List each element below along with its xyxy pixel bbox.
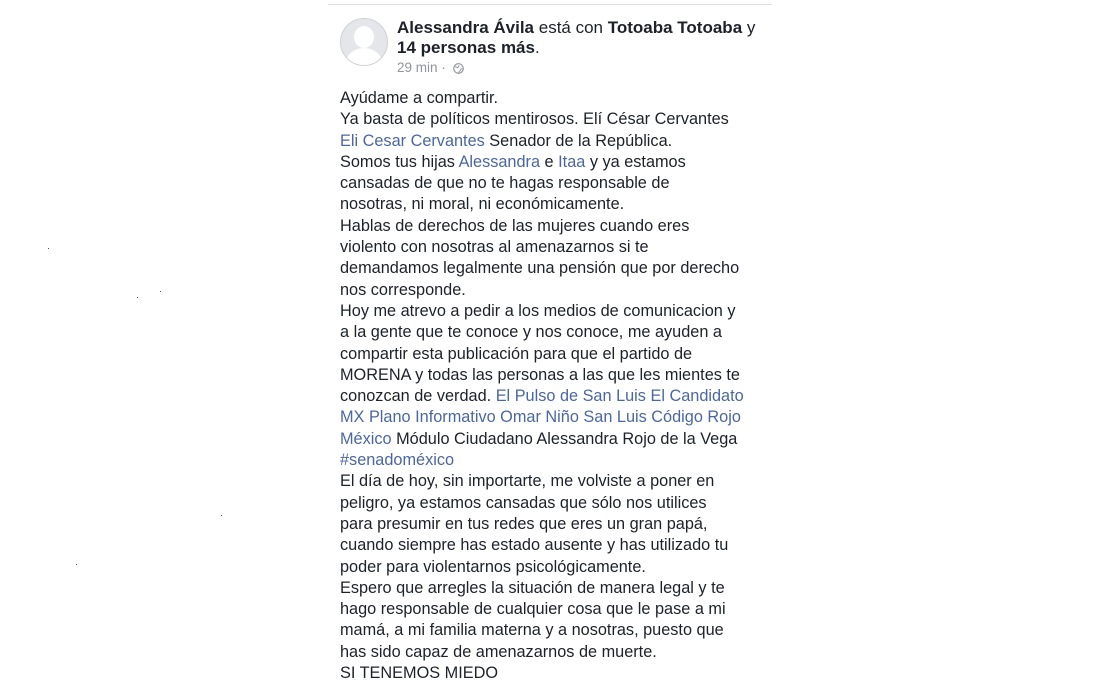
post-timestamp[interactable]: 29 min [397, 60, 438, 75]
tagged-person-link[interactable]: Totoaba Totoaba [607, 18, 743, 37]
mention-link[interactable]: El Pulso de San Luis El Candidato [495, 387, 744, 406]
post-text-line [340, 152, 770, 173]
post-text: has sido capaz de amenazarnos de muerte. [340, 642, 657, 661]
post-text: Somos tus hijas [340, 152, 459, 171]
scan-speck [160, 291, 161, 292]
with-text: está con [534, 18, 608, 37]
post-text: cansadas de que no te hagas responsable de [340, 174, 670, 193]
post-header [397, 18, 767, 58]
post-text: Hoy me atrevo a pedir a los medios de comunicacion y [340, 301, 736, 320]
scan-speck [48, 248, 49, 249]
post-text: cuando siempre has estado ausente y has utilizado tu [340, 536, 729, 555]
post-text-line [340, 514, 770, 535]
post-text-line [340, 88, 770, 109]
post-text: demandamos legalmente una pensión que por derecho [340, 259, 740, 278]
post-text-line [340, 365, 770, 386]
post-text: Ayúdame a compartir. [340, 89, 499, 107]
post-text-line [340, 322, 770, 343]
post-text: para presumir en tus redes que eres un gran papá, [340, 514, 708, 533]
post-text-line [340, 599, 770, 620]
post-text-line [340, 620, 770, 641]
facebook-post [328, 0, 772, 700]
mention-link[interactable]: Alessandra [458, 152, 541, 171]
others-link[interactable]: 14 personas más [397, 38, 535, 57]
post-text-line [340, 557, 770, 578]
post-text: Hablas de derechos de las mujeres cuando eres [340, 216, 690, 235]
mention-link[interactable]: MX Plano Informativo Omar Niño San Luis Código Rojo [340, 408, 741, 427]
default-avatar-icon [354, 26, 374, 48]
meta-separator: · [437, 60, 450, 75]
scan-speck [137, 297, 138, 298]
mention-link[interactable]: Eli Cesar Cervantes [340, 131, 485, 150]
scan-speck [76, 564, 77, 565]
post-text: violento con nosotras al amenazarnos si te [340, 238, 649, 257]
post-text: mamá, a mi familia materna y a nosotras, puesto que [340, 621, 724, 640]
post-divider [328, 4, 772, 5]
post-text-line [340, 216, 770, 237]
post-text: Ya basta de políticos mentirosos. Elí César Cervantes [340, 110, 729, 129]
post-text: El día de hoy, sin importarte, me volviste a poner en [340, 472, 715, 491]
post-text-line [340, 535, 770, 556]
post-text-line [340, 258, 770, 279]
post-text: poder para violentarnos psicológicamente. [340, 557, 646, 576]
post-text: nosotras, ni moral, ni económicamente. [340, 195, 625, 214]
post-text: Senador de la República. [484, 131, 673, 150]
post-text-line [340, 344, 770, 365]
post-text-line [340, 386, 770, 407]
post-text: Espero que arregles la situación de manera legal y te [340, 578, 725, 597]
mention-link[interactable]: #senadoméxico [340, 451, 455, 470]
post-text: nos corresponde. [340, 280, 466, 299]
author-avatar[interactable] [340, 18, 388, 66]
post-text-line [340, 301, 770, 322]
and-text: y [742, 18, 756, 37]
post-text-line [340, 578, 770, 599]
post-text: peligro, ya estamos cansadas que sólo nos utilices [340, 493, 707, 512]
post-text: e [540, 152, 559, 171]
mention-link[interactable]: Itaa [558, 152, 586, 171]
post-text-line [340, 471, 770, 492]
post-text-line [340, 663, 770, 684]
post-text-line [340, 493, 770, 514]
post-text-line [340, 109, 770, 130]
post-meta [397, 60, 464, 76]
post-text-line [340, 237, 770, 258]
post-text: compartir esta publicación para que el partido de [340, 344, 693, 363]
post-text-line [340, 280, 770, 301]
post-text-line [340, 429, 770, 450]
period-text: . [534, 38, 540, 57]
post-text: a la gente que te conoce y nos conoce, me ayuden a [340, 323, 722, 342]
globe-icon[interactable] [453, 63, 464, 74]
post-text-line [340, 131, 770, 152]
post-text-line [340, 642, 770, 663]
post-text: y ya estamos [585, 152, 686, 171]
mention-link[interactable]: México [340, 429, 392, 448]
scan-speck [221, 515, 222, 516]
post-text: SI TENEMOS MIEDO [340, 664, 499, 683]
post-body-text [340, 88, 770, 684]
post-text-line [340, 173, 770, 194]
post-text: Módulo Ciudadano Alessandra Rojo de la Vega [391, 429, 738, 448]
post-text-line [340, 450, 770, 471]
post-text: hago responsable de cualquier cosa que le pase a mi [340, 600, 726, 619]
author-name-link[interactable]: Alessandra Ávila [397, 18, 535, 37]
post-text: conozcan de verdad. [340, 387, 496, 406]
post-text-line [340, 194, 770, 215]
post-text-line [340, 407, 770, 428]
post-text: MORENA y todas las personas a las que les mientes te [340, 365, 740, 384]
